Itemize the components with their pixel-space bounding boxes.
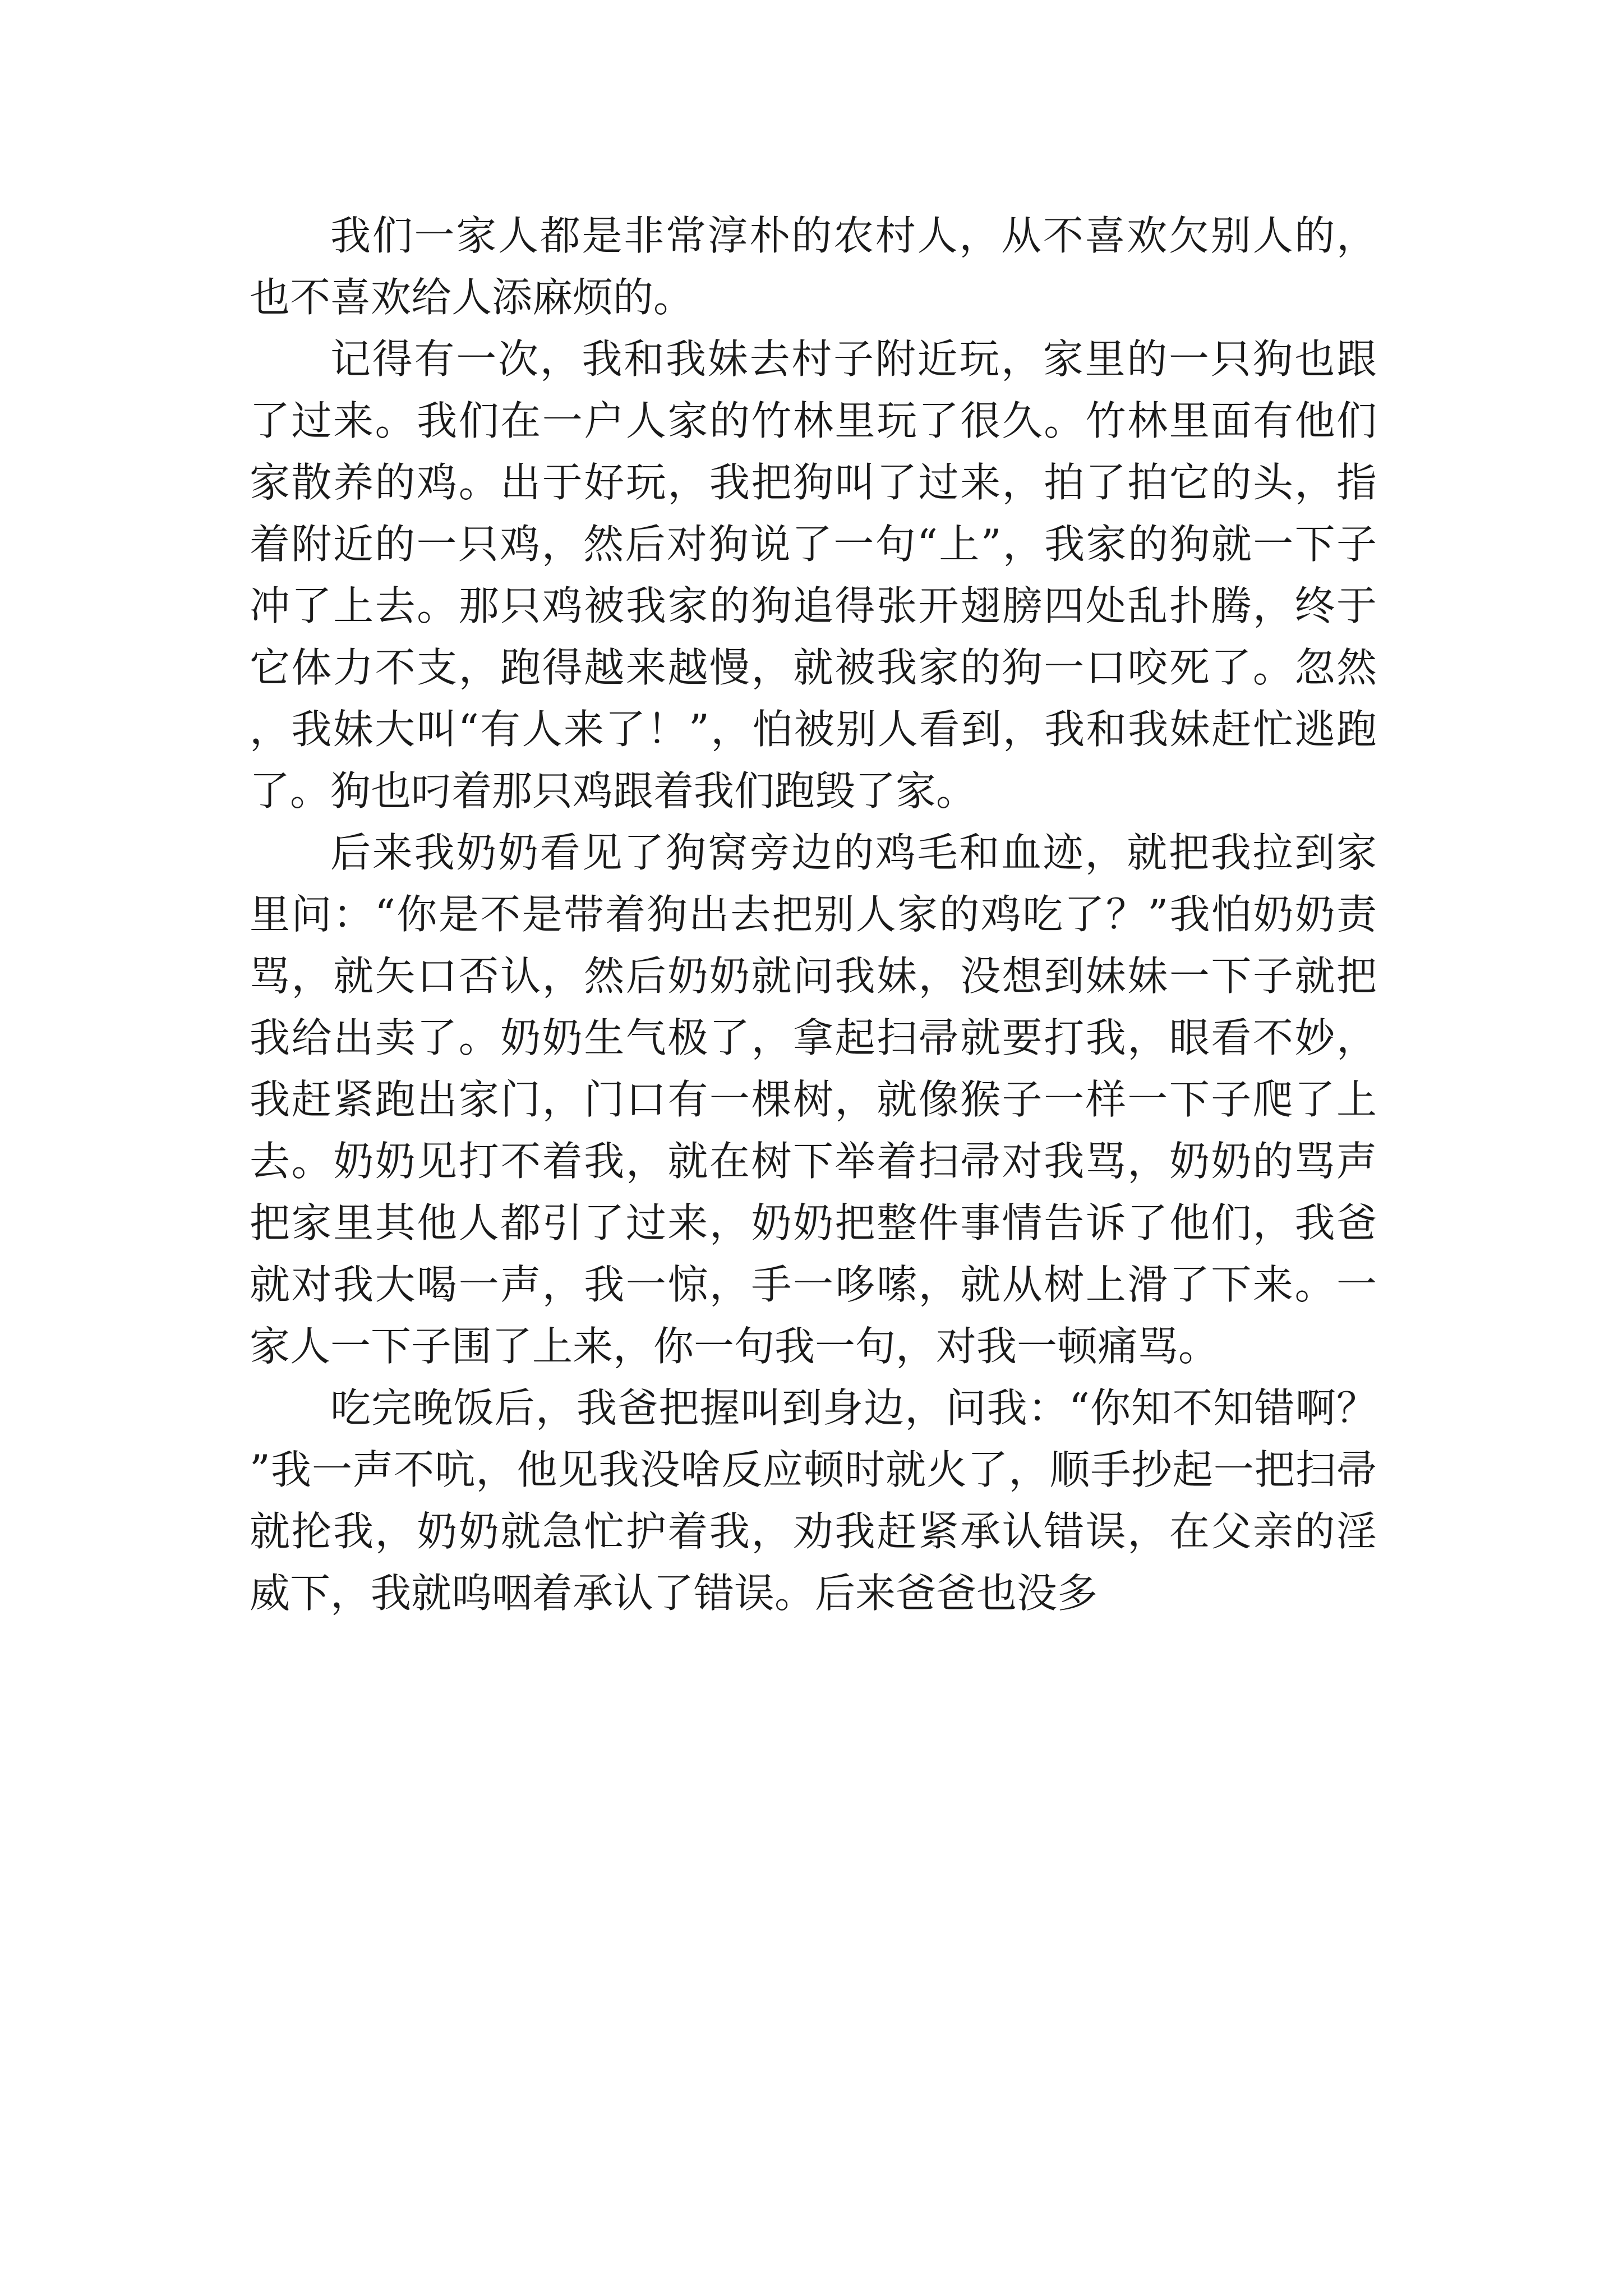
paragraph-2: 记得有一次，我和我妹去村子附近玩，家里的一只狗也跟了过来。我们在一户人家的竹林里玩了很久。竹林里面有他们家散养的鸡。出于好玩，我把狗叫了过来，拍了拍它的头，指着附近的一只鸡，然后对狗说了一句“上”，我家的狗就一下子冲了上去。那只鸡被我家的狗追得张开翅膀四处乱扑腾，终于它体力不支，跑得越来越慢，就被我家的狗一口咬死了。忽然，我妹大叫“有人来了！”，怕被别人看到，我和我妹赶忙逃跑了。狗也叼着那只鸡跟着我们跑毁了家。 — [250, 335, 1377, 815]
document-body — [250, 205, 1377, 1624]
paragraph-4: 吃完晚饭后，我爸把握叫到身边，问我：“你知不知错啊？”我一声不吭，他见我没啥反应顿时就火了，顺手抄起一把扫帚就抡我，奶奶就急忙护着我，劝我赶紧承认错误，在父亲的淫威下，我就呜咽着承认了错误。后来爸爸也没多 — [250, 1384, 1377, 1617]
paragraph-1: 我们一家人都是非常淳朴的农村人，从不喜欢欠别人的，也不喜欢给人添麻烦的。 — [250, 212, 1377, 321]
paragraph-3: 后来我奶奶看见了狗窝旁边的鸡毛和血迹，就把我拉到家里问：“你是不是带着狗出去把别人家的鸡吃了？”我怕奶奶责骂，就矢口否认，然后奶奶就问我妹，没想到妹妹一下子就把我给出卖了。奶奶生气极了，拿起扫帚就要打我，眼看不妙，我赶紧跑出家门，门口有一棵树，就像猴子一样一下子爬了上去。奶奶见打不着我，就在树下举着扫帚对我骂，奶奶的骂声把家里其他人都引了过来，奶奶把整件事情告诉了他们，我爸就对我大喝一声，我一惊，手一哆嗦，就从树上滑了下来。一家人一下子围了上来，你一句我一句，对我一顿痛骂。 — [250, 829, 1377, 1370]
